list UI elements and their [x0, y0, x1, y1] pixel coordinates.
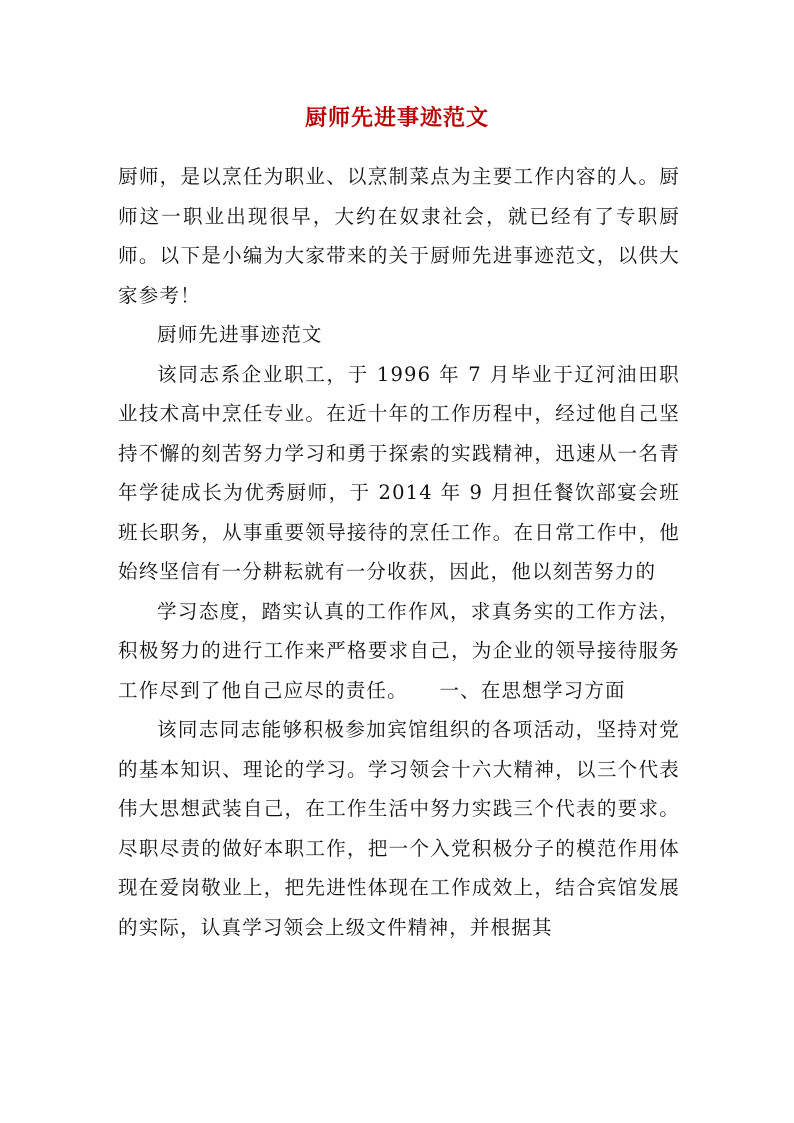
- paragraph-subtitle: 厨师先进事迹范文: [157, 323, 323, 346]
- paragraph-intro: 厨师，是以烹任为职业、以烹制菜点为主要工作内容的人。厨师这一职业出现很早，大约在奴隶社会，就已经有了专职厨师。以下是小编为大家带来的关于厨师先进事迹范文，以供大家参考！: [118, 165, 680, 307]
- document-body: [118, 157, 680, 947]
- document-title: 厨师先进事迹范文: [304, 105, 489, 131]
- paragraph-thought-study: 该同志同志能够积极参加宾馆组织的各项活动，坚持对党的基本知识、理论的学习。学习领会十六大精神，以三个代表伟大思想武装自己，在工作生活中努力实践三个代表的要求。尽职尽责的做好本职工作，把一个入党积极分子的模范作用体现在爱岗敬业上，把先进性体现在工作成效上，结合宾馆发展的实际，认真学习领会上级文件精神，并根据其: [118, 718, 680, 939]
- paragraph-background: 该同志系企业职工，于 1996 年 7 月毕业于辽河油田职业技术高中烹任专业。在近十年的工作历程中，经过他自己坚持不懈的刻苦努力学习和勇于探索的实践精神，迅速从一名青年学徒成长为优秀厨师，于 2014 年 9 月担任餐饮部宴会班班长职务，从事重要领导接待的烹任工作。在日常工作中，他始终坚信有一分耕耘就有一分收获，因此，他以刻苦努力的: [118, 362, 680, 583]
- paragraph-attitude: 学习态度，踏实认真的工作作风，求真务实的工作方法，积极努力的进行工作来严格要求自己，为企业的领导接待服务工作尽到了他自己应尽的责任。 一、在思想学习方面: [118, 599, 680, 702]
